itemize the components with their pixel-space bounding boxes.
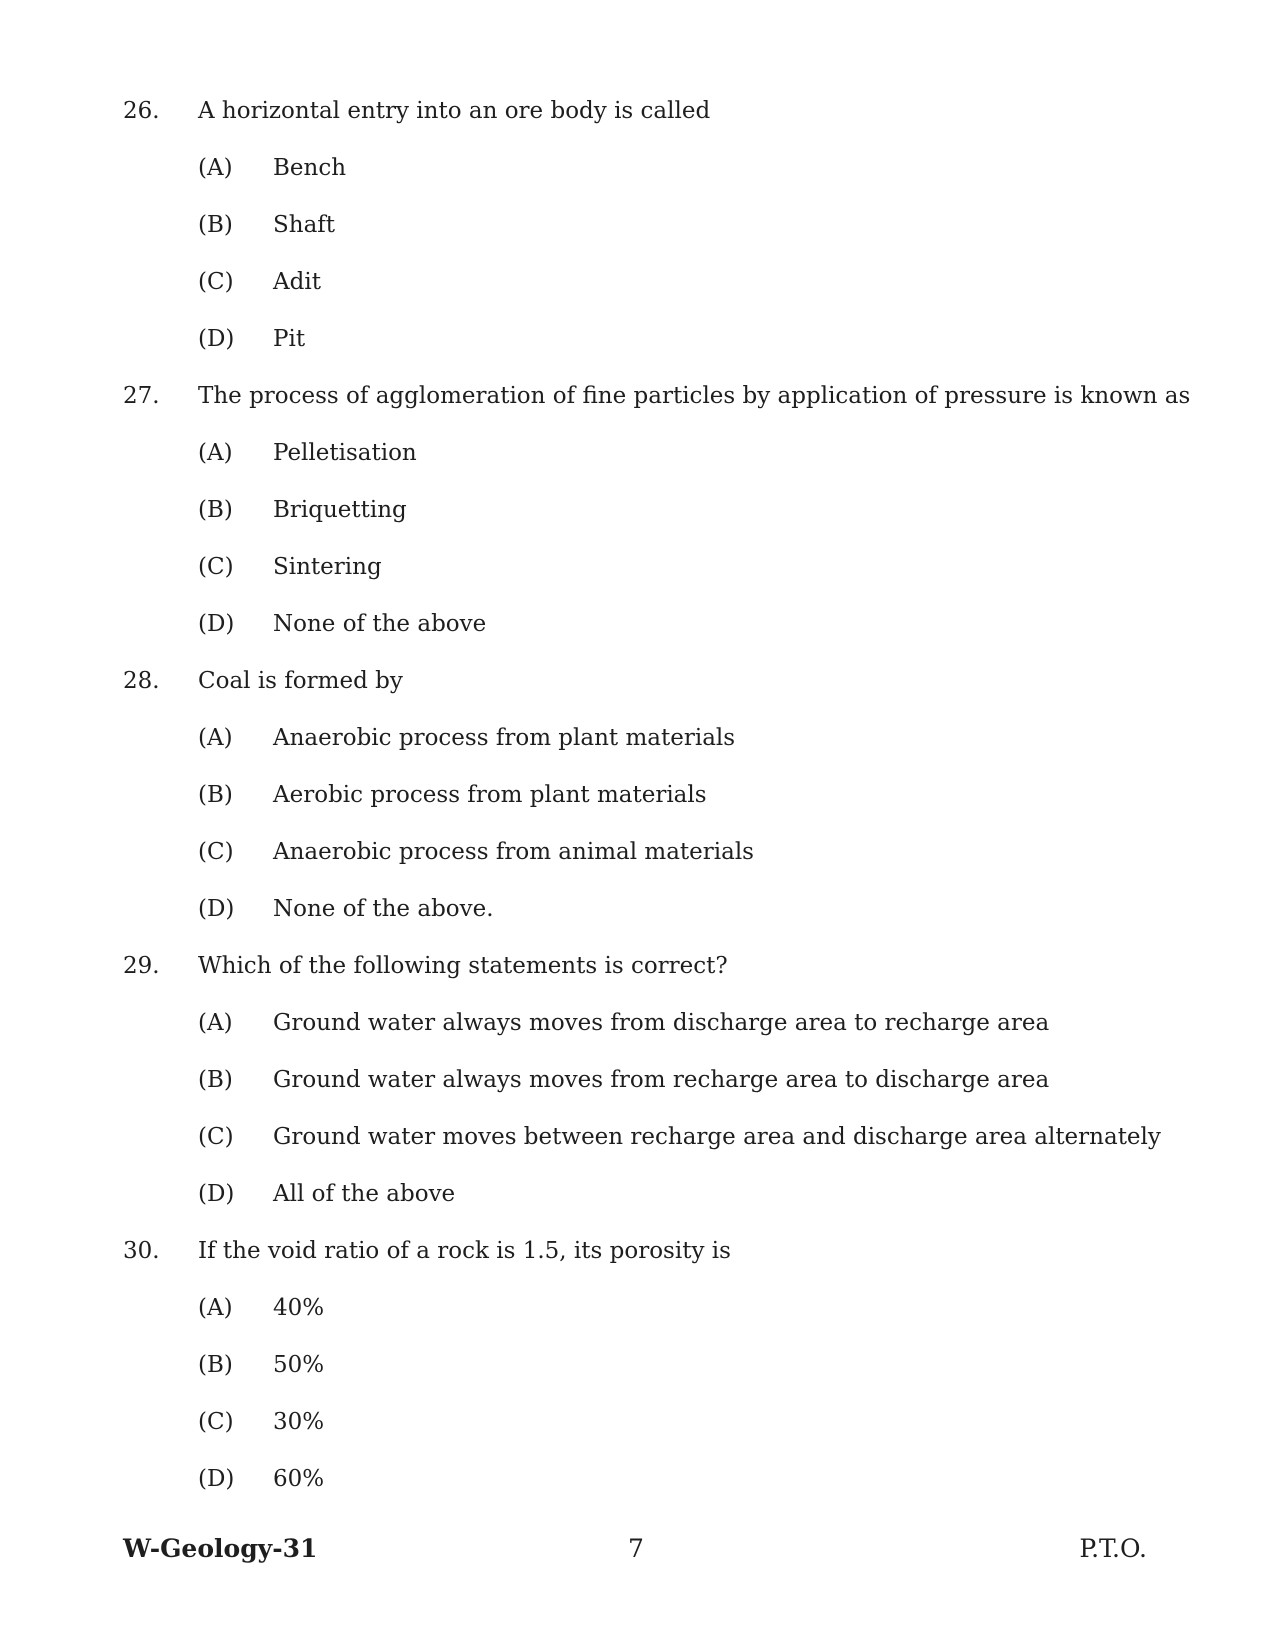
option-text: Ground water always moves from recharge area to discharge area (273, 1067, 1050, 1093)
option-text: None of the above (273, 611, 487, 637)
option-text: 30% (273, 1409, 325, 1435)
option-text: Shaft (273, 212, 336, 238)
option-letter: (C) (198, 1409, 234, 1435)
option-letter: (C) (198, 554, 234, 580)
option-text: Ground water always moves from discharge area to recharge area (273, 1010, 1050, 1036)
option-letter: (A) (198, 440, 233, 466)
question-number: 26. (123, 98, 160, 124)
option-text: Bench (273, 155, 347, 181)
option-letter: (C) (198, 269, 234, 295)
pto-label: P.T.O. (1079, 1534, 1147, 1563)
question-number: 30. (123, 1238, 160, 1264)
option-text: None of the above. (273, 896, 494, 922)
option-text: 50% (273, 1352, 325, 1378)
question-number: 28. (123, 668, 160, 694)
option-letter: (D) (198, 896, 235, 922)
option-letter: (D) (198, 326, 235, 352)
question-text: Which of the following statements is correct? (198, 953, 728, 979)
question-number: 27. (123, 383, 160, 409)
option-text: Pelletisation (273, 440, 417, 466)
question-text: A horizontal entry into an ore body is called (198, 98, 711, 124)
question-number: 29. (123, 953, 160, 979)
option-letter: (D) (198, 1181, 235, 1207)
option-text: Pit (273, 326, 306, 352)
option-text: Briquetting (273, 497, 407, 523)
option-text: All of the above (273, 1181, 456, 1207)
option-letter: (A) (198, 1010, 233, 1036)
option-letter: (D) (198, 611, 235, 637)
option-text: Anaerobic process from plant materials (273, 725, 736, 751)
option-letter: (A) (198, 155, 233, 181)
option-letter: (B) (198, 212, 233, 238)
option-letter: (A) (198, 725, 233, 751)
option-letter: (C) (198, 839, 234, 865)
option-text: 40% (273, 1295, 325, 1321)
question-text: The process of agglomeration of fine particles by application of pressure is known as (198, 383, 1191, 409)
option-letter: (B) (198, 1067, 233, 1093)
question-text: Coal is formed by (198, 668, 403, 694)
option-letter: (D) (198, 1466, 235, 1492)
option-text: 60% (273, 1466, 325, 1492)
option-text: Anaerobic process from animal materials (273, 839, 754, 865)
paper-code: W-Geology-31 (123, 1534, 318, 1563)
question-text: If the void ratio of a rock is 1.5, its porosity is (198, 1238, 731, 1264)
option-letter: (A) (198, 1295, 233, 1321)
option-letter: (C) (198, 1124, 234, 1150)
option-letter: (B) (198, 782, 233, 808)
option-text: Aerobic process from plant materials (273, 782, 707, 808)
option-letter: (B) (198, 1352, 233, 1378)
page-number: 7 (628, 1534, 644, 1563)
option-text: Adit (273, 269, 321, 295)
option-text: Ground water moves between recharge area and discharge area alternately (273, 1124, 1161, 1150)
option-letter: (B) (198, 497, 233, 523)
option-text: Sintering (273, 554, 382, 580)
